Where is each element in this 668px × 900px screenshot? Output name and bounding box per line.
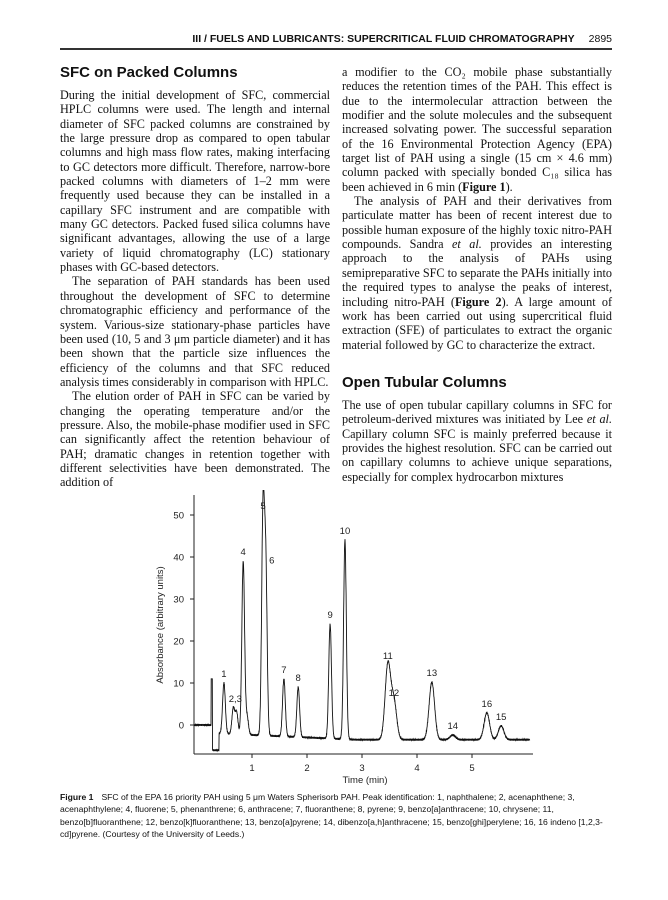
y-tick-label: 10 xyxy=(173,678,184,690)
x-tick-label: 2 xyxy=(304,763,310,774)
caption-label: Figure 1 xyxy=(60,792,94,802)
text-italic: et al. xyxy=(451,237,482,252)
page-number: 2895 xyxy=(588,33,612,45)
text: ). A large amount of work has been carried out using supercritical fluid extraction (SFE) of particulates to extract the organic material followed by GC to characterize the extract. xyxy=(342,294,612,352)
peak-label: 15 xyxy=(495,711,507,723)
paragraph xyxy=(342,65,612,194)
x-tick-label: 4 xyxy=(414,763,420,774)
peak-label: 12 xyxy=(388,687,400,699)
peak-label: 5 xyxy=(260,501,266,512)
section-heading: Open Tubular Columns xyxy=(342,373,507,391)
text: The use of open tubular capillary columns in SFC for petroleum-derived mixtures was initiated by Lee xyxy=(342,397,612,427)
x-axis-label: Time (min) xyxy=(342,775,388,786)
text-italic: et al. xyxy=(586,412,612,427)
y-tick-label: 20 xyxy=(173,636,184,648)
peak-label: 1 xyxy=(221,669,227,680)
peak-label: 8 xyxy=(295,673,301,685)
text: Capillary column SFC is mainly preferred because it provides the highest resolution. SFC can be carried out on capillary columns to achieve unique separations, especially for complex hydrocarbon mixtures xyxy=(342,426,612,484)
section-heading: SFC on Packed Columns xyxy=(60,64,238,81)
figure-reference[interactable]: Figure 1 xyxy=(462,179,506,194)
text: provides an interesting approach to the analysis of PAHs using semipreparative SFC to separate the PAHs initially into the required types to analyse the peaks of interest, including nitro-PAH ( xyxy=(342,237,613,309)
y-tick-label: 50 xyxy=(173,510,184,522)
chromatogram-trace xyxy=(194,490,529,751)
peak-label: 10 xyxy=(339,526,351,538)
y-axis-label: Absorbance (arbitrary units) xyxy=(155,566,166,684)
right-column xyxy=(342,65,612,484)
figure-caption xyxy=(60,791,612,840)
paragraph: The separation of PAH standards has been used throughout the development of SFC to determine chromatographic efficiency and performance of the system. Various-size stationary-phase particles have been used (10, 5 and 3 μm particle diameter) and it has been shown that the particle size influences the efficiency of the columns and that SFC reduced analysis times considerably in comparison with HPLC. xyxy=(60,274,330,389)
text: a modifier to the CO₂ mobile phase substantially reduces the retention times of the PAH. This effect is due to the intermolecular attraction between the modifier and the solute molecules and the subsequent increased solvating power. The successful separation of the 16 Environmental Protection Agency (EPA) target list of PAH using a single (15 cm × 4.6 mm) column packed with specially bonded C₁₈ silica has been achieved in 6 min ( xyxy=(342,65,612,194)
figure-reference[interactable]: Figure 2 xyxy=(454,294,502,309)
text: The analysis of PAH and their derivatives from particulate matter has been of recent interest due to possible human exposure of the highly toxic nitro-PAH compounds. Sandra xyxy=(342,194,612,252)
peak-label: 14 xyxy=(447,721,459,733)
paragraph xyxy=(342,398,612,484)
y-tick-label: 0 xyxy=(178,720,184,732)
paragraph: The elution order of PAH in SFC can be varied by changing the operating temperature and/or the pressure. Also, the mobile-phase modifier used in SFC can significantly affect the retention behaviour of PAH; dramatic changes in retention together with different selectivities have been demonstrated. The addition of xyxy=(60,389,330,490)
y-tick-label: 30 xyxy=(173,594,184,606)
peak-label: 2,3 xyxy=(228,694,242,706)
peak-label: 11 xyxy=(382,650,393,662)
peak-label: 13 xyxy=(426,668,438,680)
running-title: III / FUELS AND LUBRICANTS: SUPERCRITICAL FLUID CHROMATOGRAPHY xyxy=(192,33,575,45)
x-tick-label: 1 xyxy=(249,763,255,774)
paragraph xyxy=(342,194,612,352)
chromatogram-chart xyxy=(0,490,668,790)
y-tick-label: 40 xyxy=(173,552,184,564)
running-header xyxy=(60,33,612,47)
peak-label: 4 xyxy=(240,547,246,559)
peak-label: 6 xyxy=(269,555,275,567)
header-rule xyxy=(60,48,612,50)
x-tick-label: 3 xyxy=(359,763,365,774)
left-column xyxy=(60,64,330,490)
peak-label: 16 xyxy=(481,698,493,710)
peak-label: 7 xyxy=(281,664,287,676)
x-tick-label: 5 xyxy=(469,763,475,774)
peak-label: 9 xyxy=(327,610,333,622)
caption-text: SFC of the EPA 16 priority PAH using 5 μm Waters Spherisorb PAH. Peak identification: 1, naphthalene; 2, acenaphthene; 3, acenaphthylene; 4, fluorene; 5, phenanthrene; 6, anthracene; 7, fluoranthene; 8, pyrene; 9, benzo[a]anthracene; 10, chrysene; 11, benzo[b]fluoranthene; 12, benzo[k]fluoranthene; 13, benzo[a]pyrene; 14, dibenzo[a,h]anthracene; 15, benzo[ghi]perylene; 16, 16 indeno [1,2,3-cd]pyrene. (Courtesy of the University of Leeds.) xyxy=(60,792,603,839)
text: ). xyxy=(505,179,513,194)
paragraph: During the initial development of SFC, commercial HPLC columns were used. The length and internal diameter of SFC packed columns are constrained by the large pressure drop as compared to open tabular columns and high mass flow rates, making interfacing to GC detectors more difficult. Therefore, narrow-bore packed columns with diameters of 1–2 mm were frequently used because they can be installed in a capillary SFC instrument and are compatible with many GC detectors. Packed fused silica columns have significant advantages, allowing the use of a large variety of liquid chromatography (LC) stationary phases with GC-based detectors. xyxy=(60,88,330,275)
